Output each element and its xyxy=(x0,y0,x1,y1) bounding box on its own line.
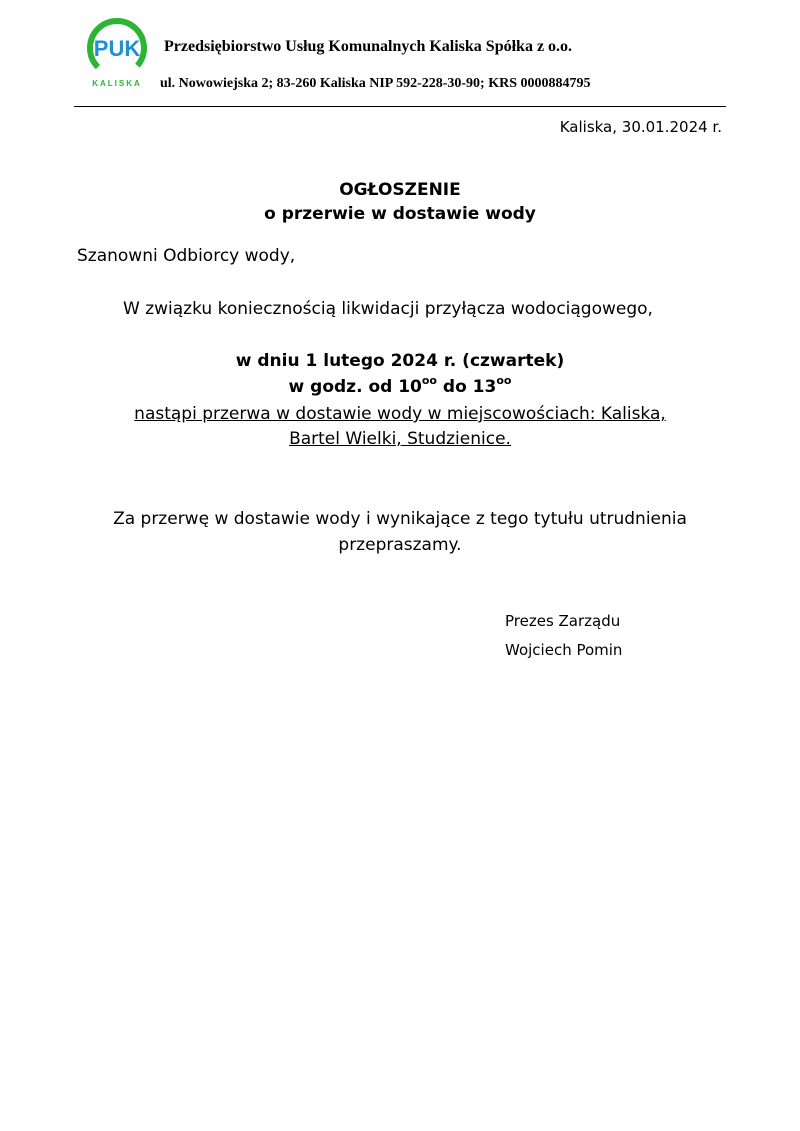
outage-end-minutes: oo xyxy=(496,374,512,387)
place-date: Kaliska, 30.01.2024 r. xyxy=(559,118,722,136)
signature-title: Prezes Zarządu xyxy=(505,612,621,630)
signature-name: Wojciech Pomin xyxy=(505,641,623,659)
outage-notice-line-1: nastąpi przerwa w dostawie wody w miejscowościach: Kaliska, xyxy=(134,404,666,424)
apology-line-2: przepraszamy. xyxy=(338,535,462,555)
apology-line-1: Za przerwę w dostawie wody i wynikające z tego tytułu utrudnienia xyxy=(113,509,687,529)
outage-date: w dniu 1 lutego 2024 r. (czwartek) xyxy=(235,351,565,371)
company-address: ul. Nowowiejska 2; 83-260 Kaliska NIP 592-228-30-90; KRS 0000884795 xyxy=(160,76,591,91)
outage-notice-line-2: Bartel Wielki, Studzienice. xyxy=(289,429,511,449)
salutation: Szanowni Odbiorcy wody, xyxy=(77,246,296,266)
announcement-subtitle: o przerwie w dostawie wody xyxy=(264,204,536,224)
outage-start-minutes: oo xyxy=(421,374,437,387)
header-divider xyxy=(74,106,726,107)
outage-hours xyxy=(0,374,800,397)
intro-paragraph: W związku koniecznością likwidacji przyłącza wodociągowego, xyxy=(123,299,653,319)
company-name: Przedsiębiorstwo Usług Komunalnych Kaliska Spółka z o.o. xyxy=(164,38,573,55)
logo-sub-text: KALISKA xyxy=(92,79,142,88)
outage-hours-middle: do 13 xyxy=(437,377,497,397)
outage-hours-prefix: w godz. od 10 xyxy=(288,377,422,397)
logo-main-text: PUK xyxy=(93,36,141,61)
announcement-title: OGŁOSZENIE xyxy=(339,180,461,200)
company-logo xyxy=(80,18,154,92)
